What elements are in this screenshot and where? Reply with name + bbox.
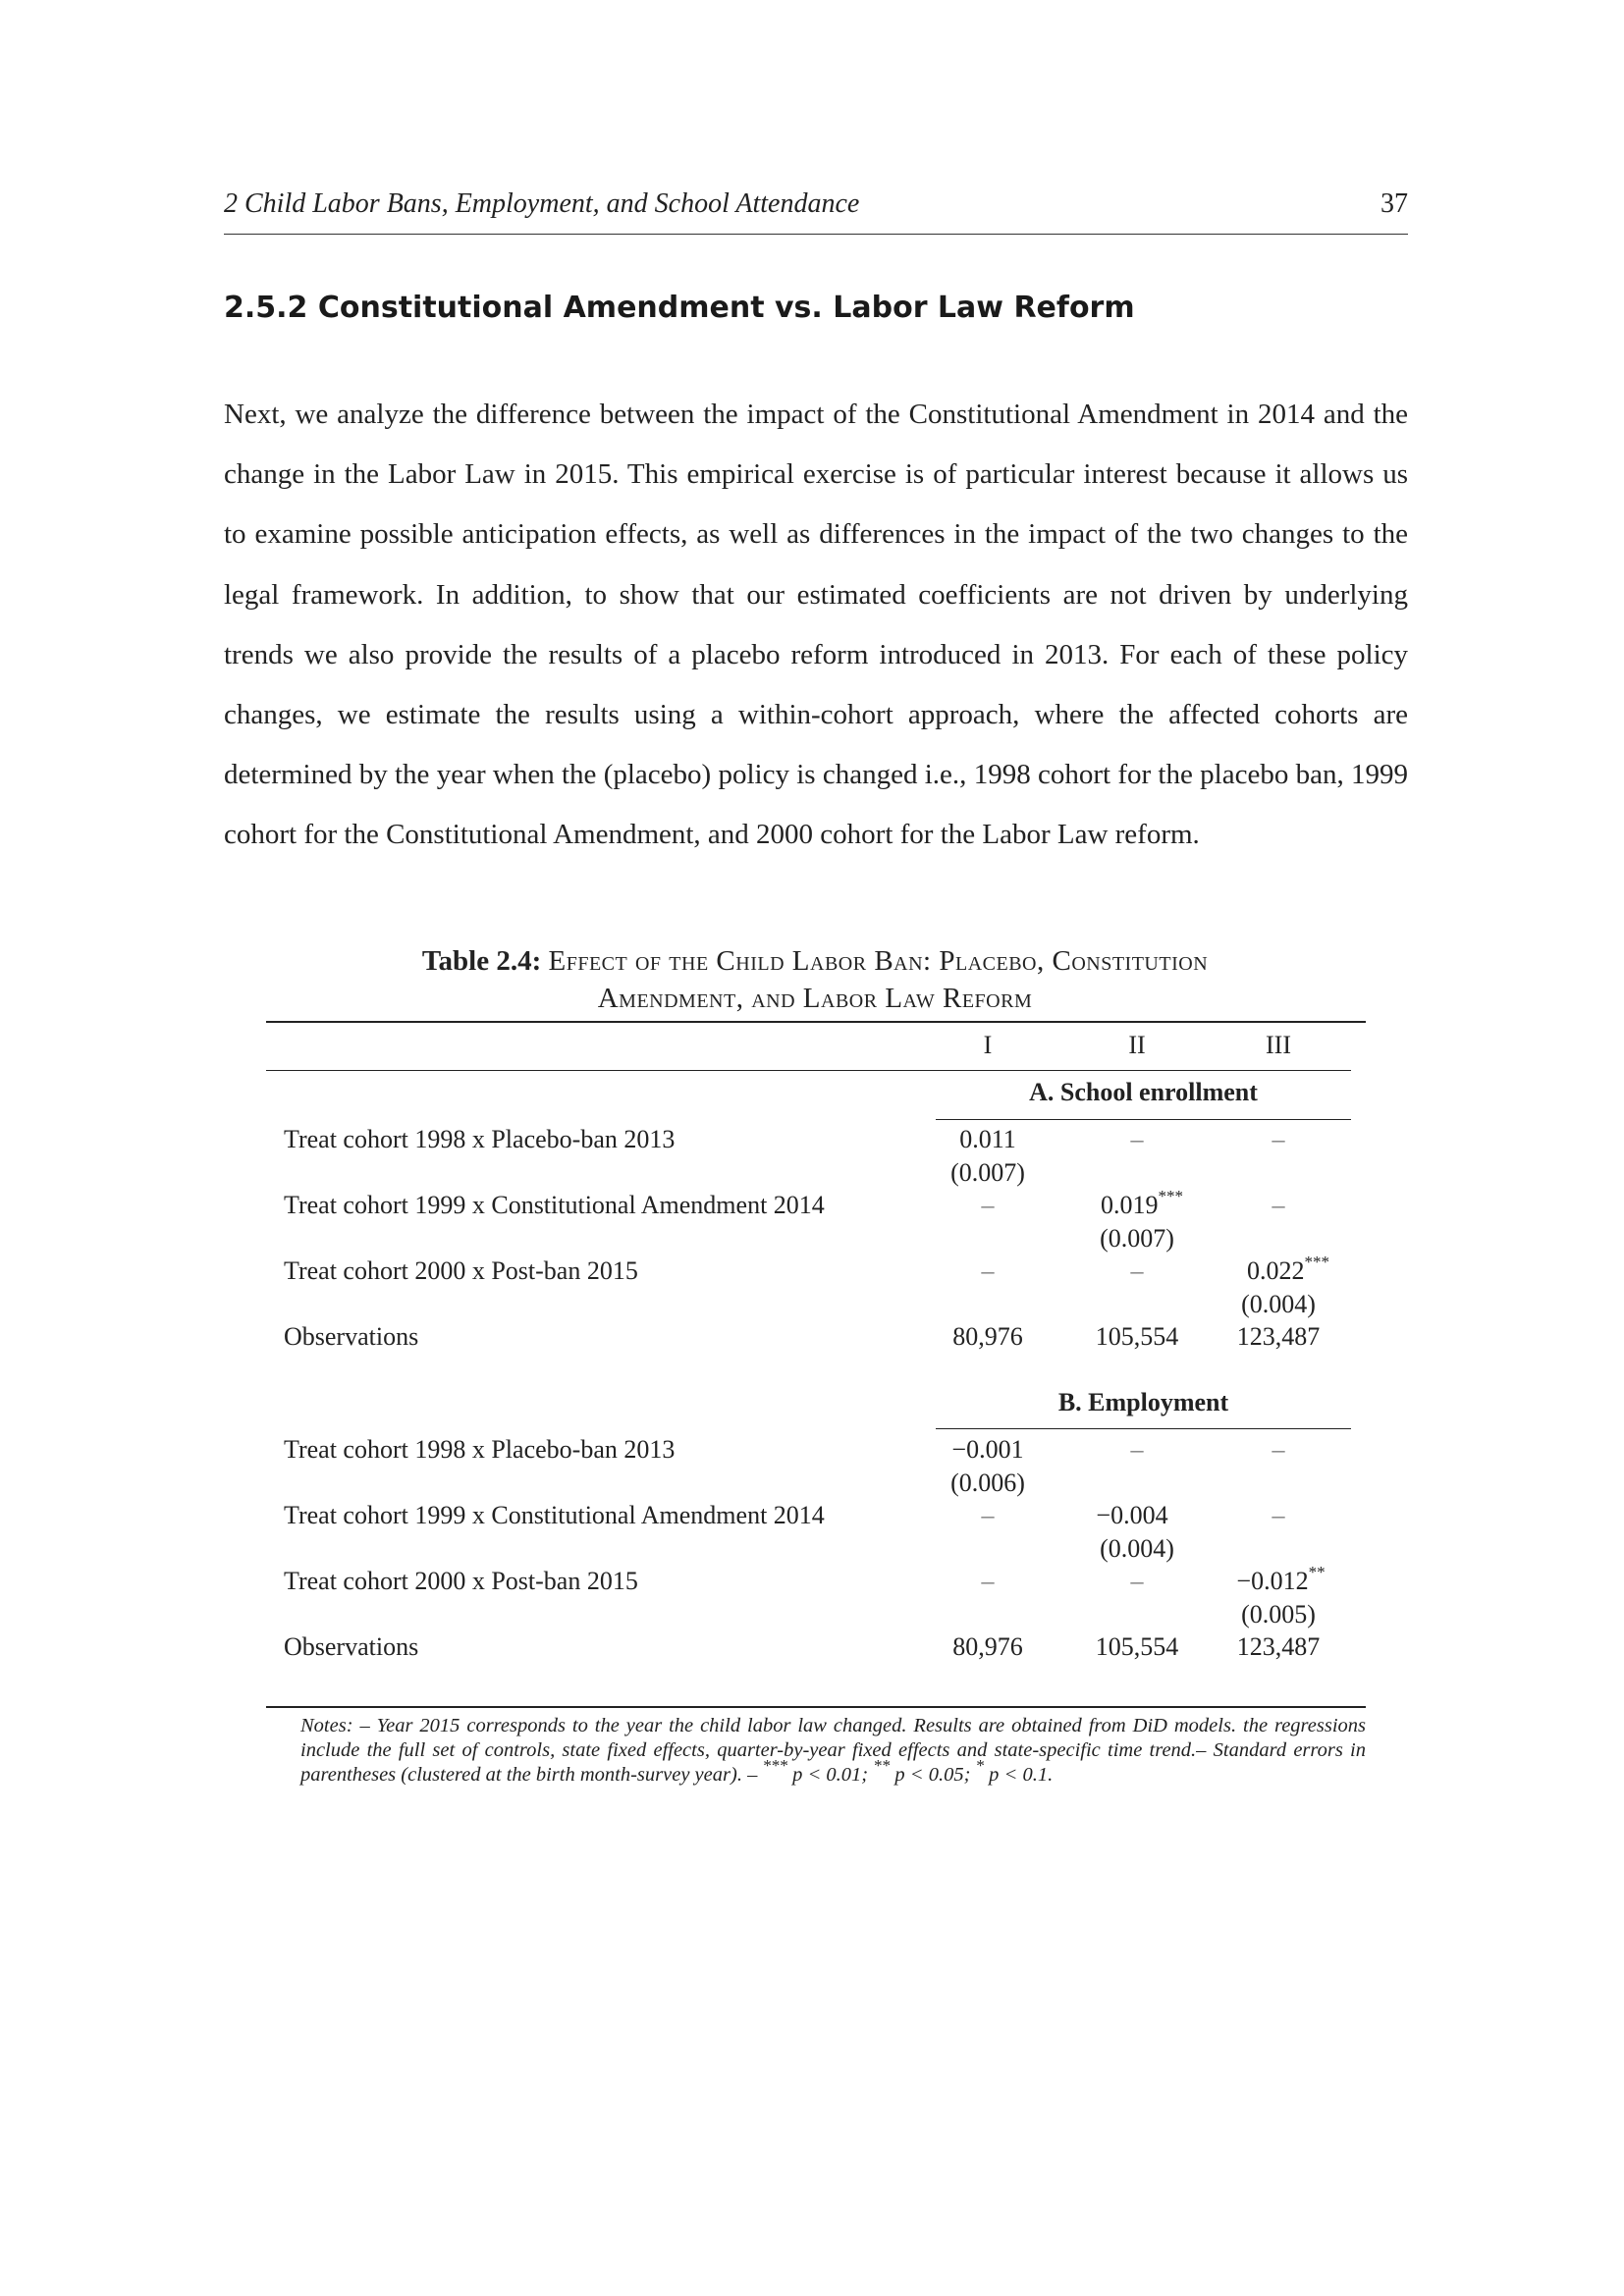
coefficient: 0.022*** [1247, 1253, 1329, 1285]
coefficient: – [981, 1567, 995, 1595]
column-header-ii: II [1128, 1031, 1146, 1059]
panel-a-title: A. School enrollment [1029, 1078, 1258, 1106]
coefficient: – [981, 1256, 995, 1285]
standard-error: (0.004) [1100, 1534, 1174, 1563]
table-row-label: Treat cohort 1999 x Constitutional Amendment 2014 [284, 1191, 825, 1219]
table-row-label: Treat cohort 1998 x Placebo-ban 2013 [284, 1435, 676, 1464]
significance-stars: *** [1304, 1253, 1329, 1272]
observations-value: 80,976 [952, 1322, 1023, 1351]
coefficient: – [1130, 1256, 1144, 1285]
observations-value: 105,554 [1095, 1632, 1179, 1661]
coefficient: – [981, 1191, 995, 1219]
coefficient: −0.012** [1236, 1563, 1326, 1595]
observations-label: Observations [284, 1632, 419, 1661]
notes-prefix: Notes: [300, 1715, 353, 1736]
column-header-i: I [983, 1031, 993, 1059]
coefficient: −0.004 [1096, 1501, 1168, 1529]
table-row-label: Treat cohort 1999 x Constitutional Amendment 2014 [284, 1501, 825, 1529]
coefficient: – [1272, 1501, 1285, 1529]
section-heading: 2.5.2 Constitutional Amendment vs. Labor Law Reform [224, 291, 1135, 325]
body-paragraph: Next, we analyze the difference between the impact of the Constitutional Amendment in 2014 and the change in the Labor Law in 2015. This empirical exercise is of particular interest because it allows us to examine possible anticipation effects, as well as differences in the impact of the two changes to the legal framework. In addition, to show that our estimated coefficients are not driven by underlying trends we also provide the results of a placebo reform introduced in 2013. For each of these policy changes, we estimate the results using a within-cohort approach, where the affected cohorts are determined by the year when the (placebo) policy is changed i.e., 1998 cohort for the placebo ban, 1999 cohort for the Constitutional Amendment, and 2000 cohort for the Labor Law reform. [224, 399, 1408, 851]
observations-value: 80,976 [952, 1632, 1023, 1661]
table-row-label: Treat cohort 1998 x Placebo-ban 2013 [284, 1125, 676, 1153]
running-header-title: 2 Child Labor Bans, Employment, and School Attendance [224, 188, 860, 219]
results-table [266, 1021, 1366, 1708]
coefficient: 0.011 [959, 1125, 1016, 1153]
table-row-label: Treat cohort 2000 x Post-ban 2015 [284, 1256, 638, 1285]
significance-stars: *** [1158, 1187, 1183, 1206]
standard-error: (0.007) [1100, 1224, 1174, 1253]
table-notes: Notes: – Year 2015 corresponds to the year the child labor law changed. Results are obtained from DiD models. the regressions include the full set of controls, state fixed effects, quarter-by-year fixed effects and state-specific time trend.– Standard errors in parentheses (clustered at the birth month-survey year). – *** p < 0.01; ** p < 0.05; * p < 0.1. [300, 1715, 1366, 1786]
panel-b-title: B. Employment [1057, 1388, 1229, 1416]
observations-value: 123,487 [1236, 1632, 1321, 1661]
coefficient: – [1130, 1567, 1144, 1595]
coefficient: 0.019*** [1101, 1187, 1183, 1219]
running-header [224, 188, 1408, 235]
observations-value: 123,487 [1236, 1322, 1321, 1351]
significance-stars: ** [1308, 1563, 1326, 1582]
observations-value: 105,554 [1095, 1322, 1179, 1351]
table-label: Table 2.4: [421, 945, 542, 977]
coefficient: – [1130, 1125, 1144, 1153]
coefficient: −0.001 [951, 1435, 1024, 1464]
coefficient: – [1272, 1435, 1285, 1464]
standard-error: (0.005) [1241, 1600, 1316, 1629]
coefficient: – [981, 1501, 995, 1529]
table-row-label: Treat cohort 2000 x Post-ban 2015 [284, 1567, 638, 1595]
page-number: 37 [1380, 188, 1408, 219]
coefficient: – [1130, 1435, 1144, 1464]
standard-error: (0.006) [950, 1468, 1025, 1497]
standard-error: (0.007) [950, 1158, 1025, 1187]
standard-error: (0.004) [1241, 1290, 1316, 1318]
table-top-rule [266, 1021, 1366, 1023]
table-bottom-rule [266, 1706, 1366, 1708]
panel-b-underline [936, 1428, 1351, 1429]
coefficient: – [1272, 1191, 1285, 1219]
column-header-iii: III [1266, 1031, 1291, 1059]
coefficient: – [1272, 1125, 1285, 1153]
notes-text: – Year 2015 corresponds to the year the child labor law changed. Results are obtained from DiD models. the regressions include the full set of controls, state fixed effects, quarter-by-year fixed effects and state-specific time trend.– Standard errors in parentheses (clustered at the birth month-survey year). – [300, 1715, 1366, 1786]
table-caption [295, 942, 1335, 1017]
observations-label: Observations [284, 1322, 419, 1351]
table-title-line1: Effect of the Child Labor Ban: Placebo, Constitution [548, 945, 1209, 977]
panel-a-underline [936, 1119, 1351, 1120]
header-rule [266, 1070, 1351, 1071]
table-title-line2: Amendment, and Labor Law Reform [597, 983, 1033, 1014]
